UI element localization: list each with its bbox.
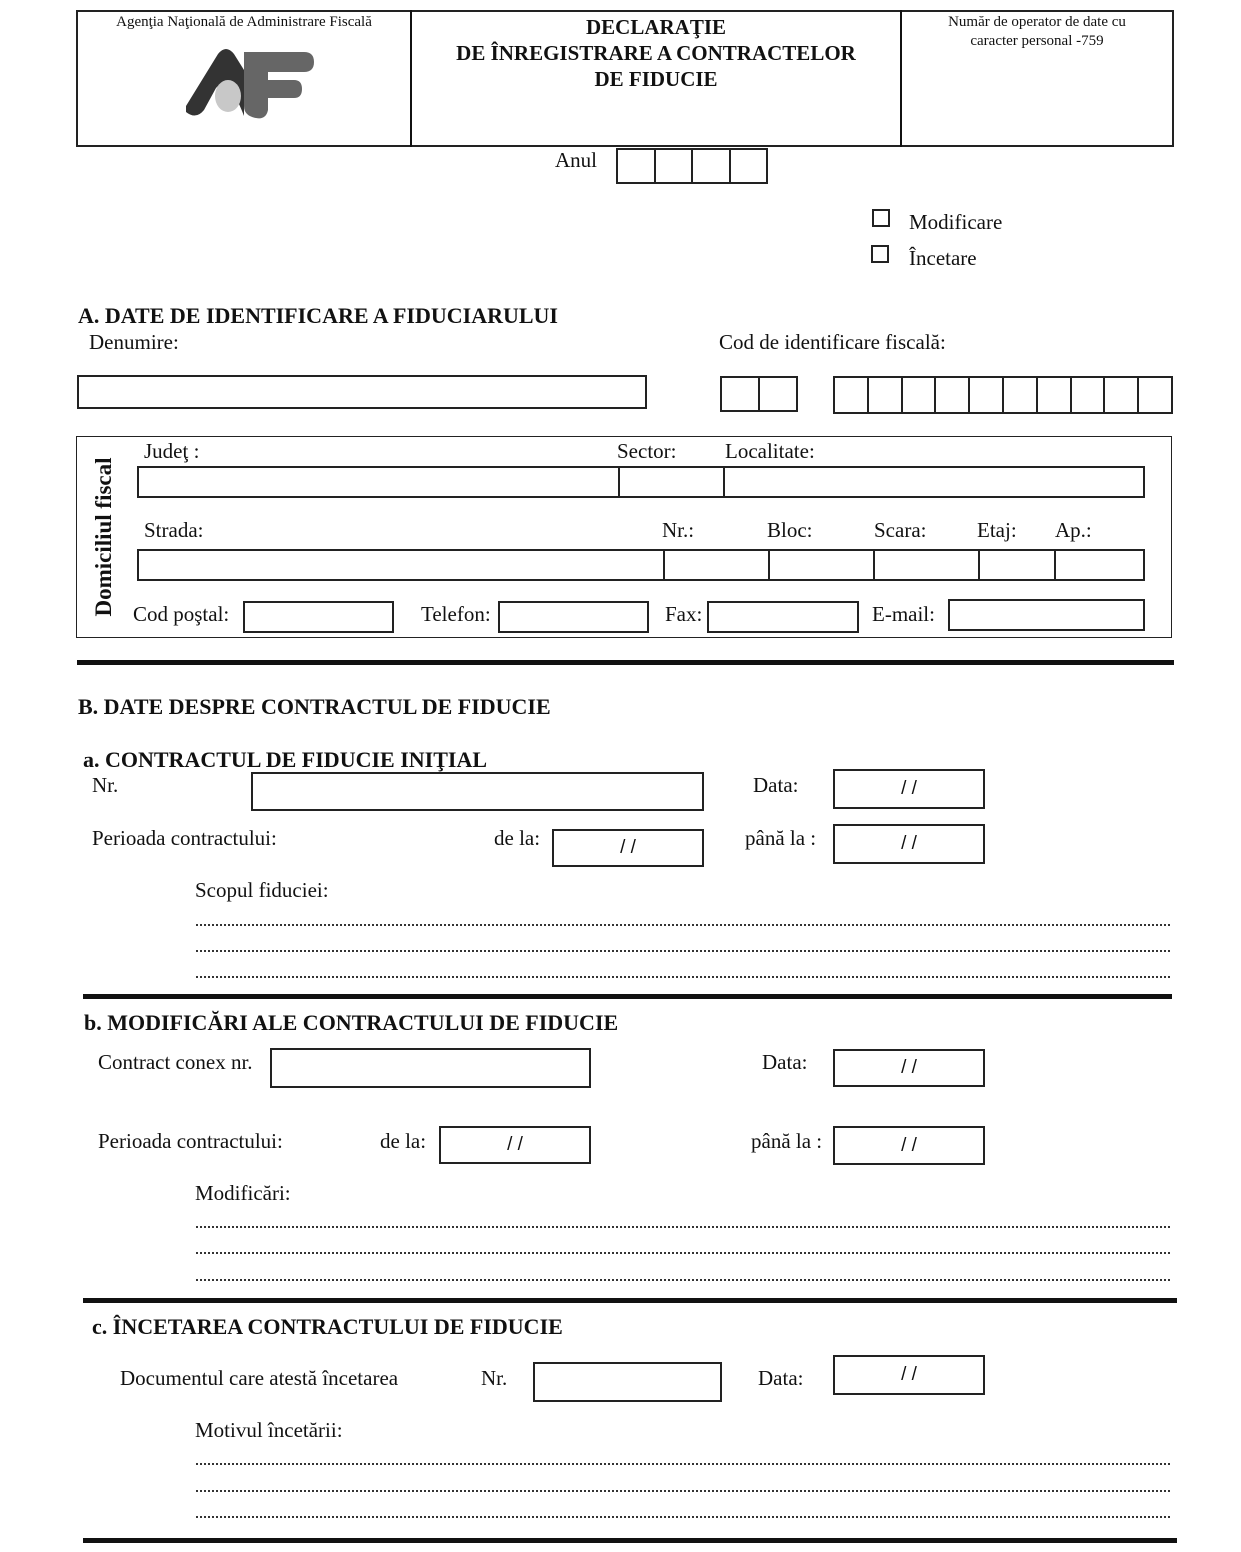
incetare-data-input[interactable]: / / <box>833 1355 985 1395</box>
strada-label: Strada: <box>144 518 204 542</box>
strada-input[interactable] <box>137 549 665 581</box>
cif-cell[interactable] <box>835 378 869 412</box>
initial-nr-label: Nr. <box>92 773 119 797</box>
nr-input[interactable] <box>663 549 770 581</box>
fax-input[interactable] <box>707 601 859 633</box>
ap-label: Ap.: <box>1055 518 1092 542</box>
cod-postal-label: Cod poştal: <box>133 602 230 626</box>
cif-prefix-input[interactable] <box>720 376 798 412</box>
incetare-nr-label: Nr. <box>481 1366 508 1390</box>
cif-input[interactable] <box>833 376 1173 414</box>
cif-cell[interactable] <box>1105 378 1139 412</box>
incetare-label: Încetare <box>909 246 977 270</box>
form-title-line-3: DE FIDUCIE <box>594 67 718 91</box>
motiv-line-3[interactable] <box>196 1516 1170 1518</box>
conex-de-la-input[interactable]: / / <box>439 1126 591 1164</box>
conex-de-la-label: de la: <box>380 1129 427 1153</box>
initial-data-input[interactable]: / / <box>833 769 985 809</box>
etaj-input[interactable] <box>978 549 1056 581</box>
modificare-checkbox[interactable] <box>872 209 890 227</box>
email-input[interactable] <box>948 599 1145 631</box>
telefon-input[interactable] <box>498 601 649 633</box>
incetare-nr-input[interactable] <box>533 1362 722 1402</box>
motiv-label: Motivul încetării: <box>195 1418 343 1442</box>
year-cell[interactable] <box>731 150 767 182</box>
agency-name: Agenţia Naţională de Administrare Fiscală <box>116 14 372 30</box>
scara-input[interactable] <box>873 549 980 581</box>
subsection-divider-a <box>83 994 1172 999</box>
conex-pana-la-label: până la : <box>751 1129 823 1153</box>
cif-cell[interactable] <box>1139 378 1171 412</box>
form-title-line-1: DECLARAŢIE <box>585 15 727 39</box>
initial-nr-input[interactable] <box>251 772 704 811</box>
section-divider <box>77 660 1174 665</box>
form-title-line-2: DE ÎNREGISTRARE A CONTRACTELOR <box>456 41 856 65</box>
scop-label: Scopul fiduciei: <box>195 878 329 902</box>
year-cell[interactable] <box>618 150 656 182</box>
bloc-label: Bloc: <box>767 518 813 542</box>
motiv-line-2[interactable] <box>196 1490 1170 1492</box>
incetare-checkbox[interactable] <box>871 245 889 263</box>
incetare-data-label: Data: <box>758 1366 804 1390</box>
form-title <box>412 14 900 92</box>
section-b-title: B. DATE DESPRE CONTRACTUL DE FIDUCIE <box>78 694 551 719</box>
domicile-side-label: Domiciliul fiscal <box>91 457 116 617</box>
cif-cell[interactable] <box>970 378 1004 412</box>
denumire-label: Denumire: <box>89 330 179 354</box>
modificari-line-2[interactable] <box>196 1252 1170 1254</box>
conex-pana-la-input[interactable]: / / <box>833 1126 985 1165</box>
scop-line-3[interactable] <box>196 976 1170 978</box>
conex-data-input[interactable]: / / <box>833 1049 985 1087</box>
section-b-b-title: b. MODIFICĂRI ALE CONTRACTULUI DE FIDUCIE <box>84 1010 619 1035</box>
denumire-input[interactable] <box>77 375 647 409</box>
initial-pana-la-label: până la : <box>745 826 817 850</box>
judet-input[interactable] <box>137 466 620 498</box>
scop-line-1[interactable] <box>196 924 1170 926</box>
modificare-label: Modificare <box>909 210 1003 234</box>
year-input[interactable] <box>616 148 768 184</box>
localitate-input[interactable] <box>723 466 1145 498</box>
cif-cell[interactable] <box>869 378 903 412</box>
subsection-divider-b <box>83 1298 1177 1303</box>
initial-de-la-input[interactable]: / / <box>552 829 704 867</box>
cod-postal-input[interactable] <box>243 601 394 633</box>
localitate-label: Localitate: <box>725 439 815 463</box>
section-b-a-title: a. CONTRACTUL DE FIDUCIE INIŢIAL <box>83 747 488 772</box>
scop-line-2[interactable] <box>196 950 1170 952</box>
year-label: Anul <box>555 148 597 172</box>
initial-de-la-label: de la: <box>494 826 541 850</box>
section-b-c-title: c. ÎNCETAREA CONTRACTULUI DE FIDUCIE <box>92 1314 563 1339</box>
conex-nr-input[interactable] <box>270 1048 591 1088</box>
year-cell[interactable] <box>656 150 694 182</box>
initial-perioada-label: Perioada contractului: <box>92 826 277 850</box>
cif-label: Cod de identificare fiscală: <box>719 330 946 354</box>
sector-input[interactable] <box>618 466 725 498</box>
conex-data-label: Data: <box>762 1050 808 1074</box>
scara-label: Scara: <box>874 518 927 542</box>
section-a-title: A. DATE DE IDENTIFICARE A FIDUCIARULUI <box>78 303 558 328</box>
motiv-line-1[interactable] <box>196 1463 1170 1465</box>
telefon-label: Telefon: <box>421 602 491 626</box>
anaf-logo-icon <box>178 44 318 120</box>
etaj-label: Etaj: <box>977 518 1017 542</box>
cif-cell[interactable] <box>1072 378 1106 412</box>
modificari-line-3[interactable] <box>196 1279 1170 1281</box>
fax-label: Fax: <box>665 602 703 626</box>
year-cell[interactable] <box>693 150 731 182</box>
cif-cell[interactable] <box>1004 378 1038 412</box>
cif-prefix-cell[interactable] <box>760 378 796 410</box>
bloc-input[interactable] <box>768 549 875 581</box>
initial-data-label: Data: <box>753 773 799 797</box>
incetare-doc-label: Documentul care atestă încetarea <box>120 1366 399 1390</box>
judet-label: Judeţ : <box>144 439 200 463</box>
operator-line-2: caracter personal -759 <box>970 33 1104 49</box>
conex-nr-label: Contract conex nr. <box>98 1050 253 1074</box>
operator-number <box>902 13 1172 51</box>
conex-perioada-label: Perioada contractului: <box>98 1129 283 1153</box>
cif-prefix-cell[interactable] <box>722 378 760 410</box>
email-label: E-mail: <box>872 602 935 626</box>
modificari-line-1[interactable] <box>196 1226 1170 1228</box>
subsection-divider-c <box>83 1538 1177 1543</box>
cif-cell[interactable] <box>1038 378 1072 412</box>
sector-label: Sector: <box>617 439 677 463</box>
modificari-label: Modificări: <box>195 1181 291 1205</box>
initial-pana-la-input[interactable]: / / <box>833 824 985 864</box>
operator-line-1: Număr de operator de date cu <box>948 14 1126 30</box>
ap-input[interactable] <box>1054 549 1145 581</box>
cif-cell[interactable] <box>936 378 970 412</box>
nr-label: Nr.: <box>662 518 695 542</box>
cif-cell[interactable] <box>903 378 937 412</box>
